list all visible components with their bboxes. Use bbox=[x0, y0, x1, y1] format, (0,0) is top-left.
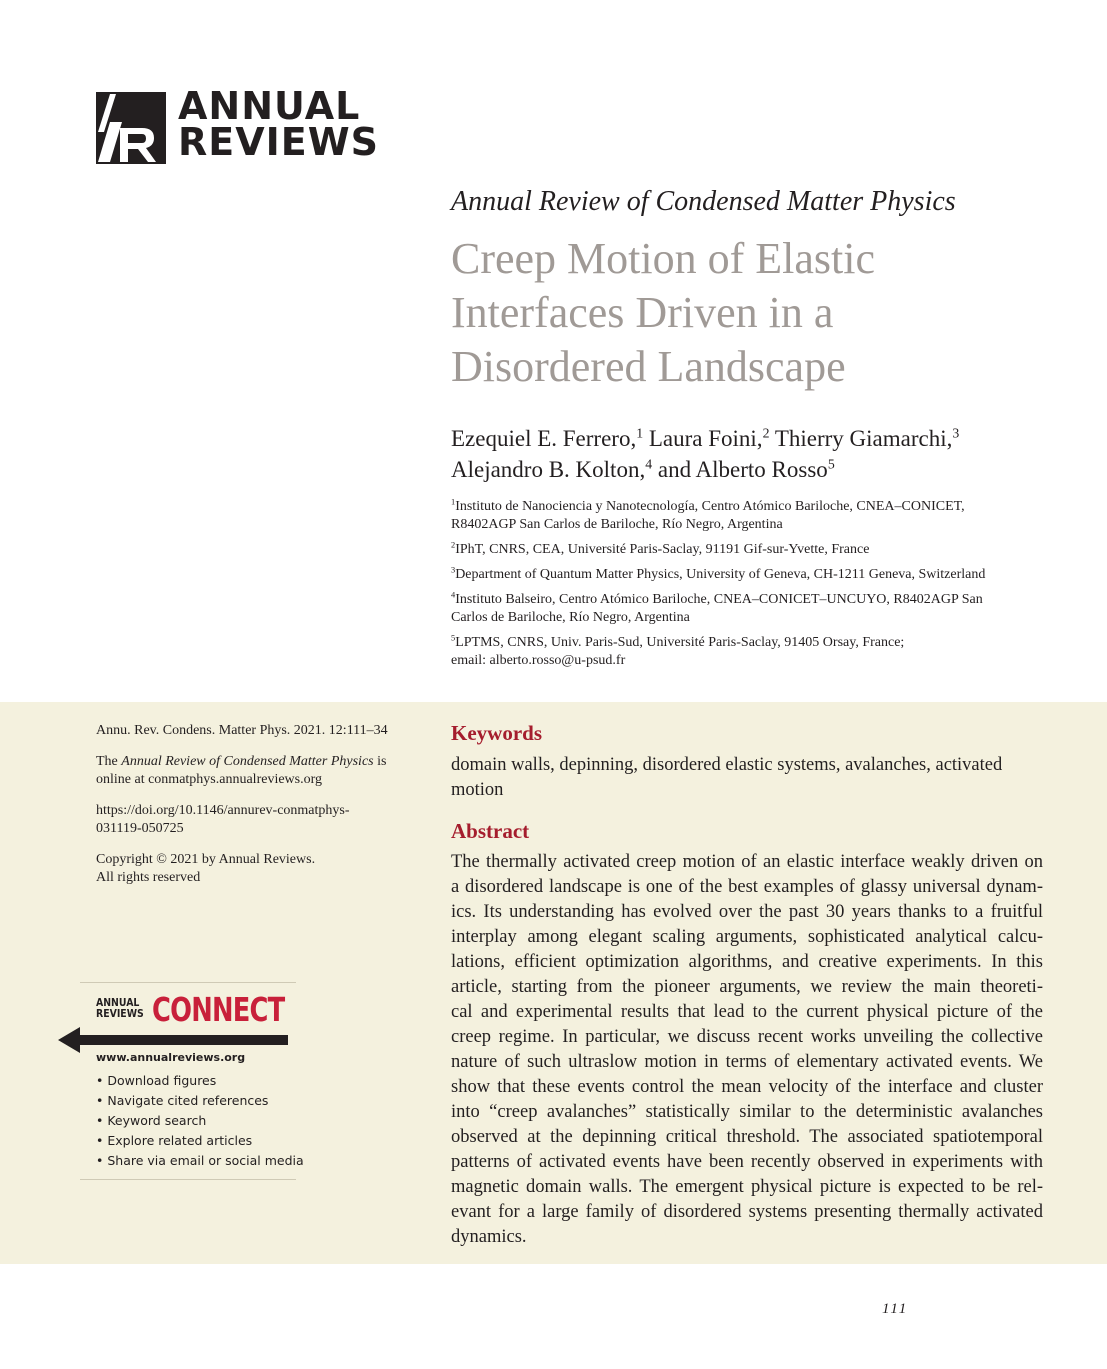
connect-title: CONNECT bbox=[152, 990, 285, 1029]
list-item: • Download figures bbox=[96, 1071, 304, 1091]
annual-reviews-logo bbox=[96, 84, 380, 166]
online-line-1 bbox=[96, 753, 426, 771]
abstract-line: creep regime. In particular, we discuss recent works unveiling the collective bbox=[451, 1027, 1043, 1047]
abstract-line: observed at the depinning critical threshold. The associated spatiotemporal bbox=[451, 1127, 1043, 1147]
affiliation-4 bbox=[451, 591, 1051, 627]
affiliation-line bbox=[451, 498, 1051, 516]
author-name: Alejandro B. Kolton, bbox=[451, 457, 646, 482]
logo-wordmark bbox=[178, 84, 380, 164]
abstract-line: a disordered landscape is one of the best examples of glassy universal dynam- bbox=[451, 877, 1043, 897]
abstract-line: nature of such ultraslow motion in terms of elementary activated events. We bbox=[451, 1052, 1043, 1072]
affiliation-number: 3 bbox=[451, 565, 456, 575]
abstract-line: show that these events control the mean velocity of the interface and cluster bbox=[451, 1077, 1043, 1097]
citation: Annu. Rev. Condens. Matter Phys. 2021. 12:111–34 bbox=[96, 723, 388, 738]
authors-line-2 bbox=[451, 454, 1071, 485]
author-affil-sup: 2 bbox=[762, 425, 770, 441]
online-prefix: The bbox=[96, 754, 122, 769]
keywords-heading: Keywords bbox=[451, 721, 542, 745]
connect-small-line: REVIEWS bbox=[96, 1007, 144, 1020]
online-url[interactable]: online at conmatphys.annualreviews.org bbox=[96, 772, 323, 787]
affiliation-line: R8402AGP San Carlos de Bariloche, Río Negro, Argentina bbox=[451, 517, 783, 532]
abstract-line: interplay among elegant scaling arguments, sophisticated analytical calcu- bbox=[451, 927, 1043, 947]
keywords-line: motion bbox=[451, 780, 504, 800]
affiliation-text: Department of Quantum Matter Physics, University of Geneva, CH-1211 Geneva, Switzerland bbox=[455, 567, 986, 582]
author-name: Thierry Giamarchi, bbox=[774, 426, 953, 451]
affiliation-line bbox=[451, 634, 1051, 652]
keywords-text bbox=[451, 753, 1043, 803]
affiliation-number: 5 bbox=[451, 633, 456, 643]
list-item: • Keyword search bbox=[96, 1111, 304, 1131]
citation-sidebar bbox=[96, 722, 426, 900]
connect-url[interactable]: www.annualreviews.org bbox=[96, 1051, 246, 1064]
author-name: and Alberto Rosso bbox=[657, 457, 828, 482]
logo-line-1: ANNUAL bbox=[178, 84, 361, 128]
page-number: 111 bbox=[882, 1301, 909, 1317]
affiliation-1 bbox=[451, 498, 1051, 534]
abstract-line: into “creep avalanches” statistically similar to the deterministic avalanches bbox=[451, 1102, 1043, 1122]
abstract-line: evant for a large family of disordered systems presenting thermally activated bbox=[451, 1202, 1043, 1222]
title-line: Disordered Landscape bbox=[451, 342, 846, 391]
author-list bbox=[451, 423, 1071, 485]
list-item: • Navigate cited references bbox=[96, 1091, 304, 1111]
connect-feature-list bbox=[96, 1071, 304, 1171]
rights-line: All rights reserved bbox=[96, 870, 201, 885]
author-name: Laura Foini, bbox=[648, 426, 763, 451]
authors-line-1 bbox=[451, 423, 1071, 454]
online-suffix: is bbox=[373, 754, 387, 769]
affiliation-text: Instituto Balseiro, Centro Atómico Bariloche, CNEA–CONICET–UNCUYO, R8402AGP San bbox=[455, 592, 983, 607]
abstract-heading: Abstract bbox=[451, 819, 530, 843]
doi-line[interactable]: https://doi.org/10.1146/annurev-conmatphys- bbox=[96, 803, 350, 818]
affiliation-number: 2 bbox=[451, 540, 456, 550]
abstract-line: patterns of activated events have been recently observed in experiments with bbox=[451, 1152, 1043, 1172]
affiliations bbox=[451, 498, 1051, 677]
affiliation-email-line[interactable]: email: alberto.rosso@u-psud.fr bbox=[451, 653, 626, 668]
affiliation-line bbox=[451, 541, 1051, 559]
author-affil-sup: 1 bbox=[636, 425, 644, 441]
abstract-line: dynamics. bbox=[451, 1227, 527, 1247]
abstract-line: magnetic domain walls. The emergent physical picture is expected to be rel- bbox=[451, 1177, 1043, 1197]
affiliation-5 bbox=[451, 634, 1051, 670]
affiliation-text: Instituto de Nanociencia y Nanotecnología, Centro Atómico Bariloche, CNEA–CONICET, bbox=[455, 499, 965, 514]
title-line: Interfaces Driven in a bbox=[451, 288, 834, 337]
author-name: Ezequiel E. Ferrero, bbox=[451, 426, 637, 451]
annual-reviews-connect-box[interactable] bbox=[80, 982, 304, 1180]
logo-line-2: REVIEWS bbox=[178, 120, 380, 164]
title-line: Creep Motion of Elastic bbox=[451, 234, 876, 283]
abstract-text bbox=[451, 850, 1043, 1250]
abstract-line: cal and experimental results that lead to the current physical picture of the bbox=[451, 1002, 1043, 1022]
journal-name: Annual Review of Condensed Matter Physics bbox=[451, 186, 956, 217]
keywords-abstract-column bbox=[451, 720, 1043, 1250]
ar-logo-mark-icon bbox=[96, 92, 166, 164]
list-item: • Share via email or social media bbox=[96, 1151, 304, 1171]
connect-small-wordmark bbox=[96, 997, 144, 1019]
abstract-line: article, starting from the pioneer arguments, we review the main theoreti- bbox=[451, 977, 1043, 997]
online-journal: Annual Review of Condensed Matter Physics bbox=[121, 754, 374, 769]
doi-line[interactable]: 031119-050725 bbox=[96, 821, 184, 836]
abstract-line: ics. Its understanding has evolved over the past 30 years thanks to a fruitful bbox=[451, 902, 1043, 922]
abstract-line: The thermally activated creep motion of an elastic interface weakly driven on bbox=[451, 852, 1043, 872]
list-item: • Explore related articles bbox=[96, 1131, 304, 1151]
keywords-line: domain walls, depinning, disordered elastic systems, avalanches, activated bbox=[451, 755, 1003, 775]
affiliation-text: IPhT, CNRS, CEA, Université Paris-Saclay, 91191 Gif-sur-Yvette, France bbox=[455, 542, 870, 557]
author-affil-sup: 3 bbox=[952, 425, 960, 441]
author-affil-sup: 5 bbox=[827, 456, 835, 472]
author-affil-sup: 4 bbox=[645, 456, 653, 472]
copyright-line: Copyright © 2021 by Annual Reviews. bbox=[96, 852, 316, 867]
affiliation-line: Carlos de Bariloche, Río Negro, Argentina bbox=[451, 610, 690, 625]
article-title bbox=[451, 232, 1051, 394]
affiliation-2 bbox=[451, 541, 1051, 559]
affiliation-line bbox=[451, 591, 1051, 609]
affiliation-line bbox=[451, 566, 1051, 584]
affiliation-3 bbox=[451, 566, 1051, 584]
affiliation-number: 4 bbox=[451, 590, 456, 600]
connect-small-line: ANNUAL bbox=[96, 996, 140, 1009]
affiliation-text: LPTMS, CNRS, Univ. Paris-Sud, Université Paris-Saclay, 91405 Orsay, France; bbox=[455, 635, 905, 650]
affiliation-number: 1 bbox=[451, 497, 456, 507]
abstract-line: lations, efficient optimization algorithms, and creative experiments. In this bbox=[451, 952, 1043, 972]
